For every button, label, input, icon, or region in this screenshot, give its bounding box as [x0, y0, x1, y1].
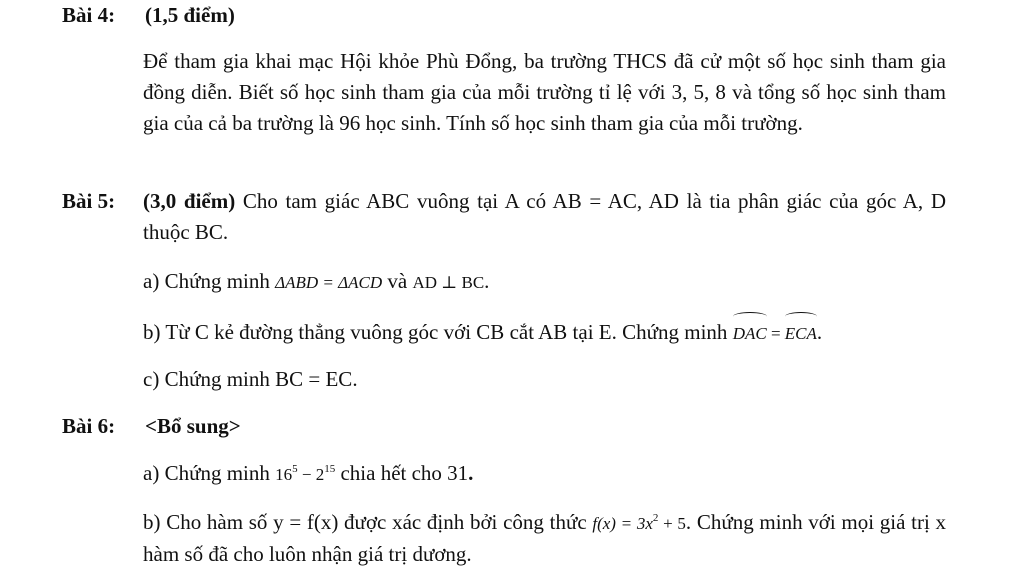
problem-6a-base2: 2: [315, 465, 325, 484]
problem-5a-mid: và: [382, 269, 413, 293]
problem-6b-prefix: b) Cho hàm số y = f(x) được xác định bởi công thức: [143, 510, 593, 534]
problem-5-label: Bài 5:: [62, 189, 116, 213]
problem-5b-prefix: b) Từ C kẻ đường thẳng vuông góc với CB cắt AB tại E. Chứng minh: [143, 320, 733, 344]
problem-6a-prefix: a) Chứng minh: [143, 461, 276, 485]
problem-5a: [143, 266, 489, 298]
problem-6b-suffix: . Chứng minh với mọi giá trị x hàm số đã cho luôn nhận giá trị dương.: [143, 510, 947, 566]
problem-4-text: Để tham gia khai mạc Hội khỏe Phù Đổng, ba trường THCS đã cử một số học sinh tham gia đồng diễn. Biết số học sinh tham gia của mỗi trường tỉ lệ với 3, 5, 8 và tổng số học sinh tham gia của cả ba trường là 96 học sinh. Tính số học sinh tham gia của mỗi trường.: [143, 49, 946, 135]
problem-6b: [143, 507, 946, 570]
problem-5-intro: [143, 186, 946, 248]
problem-5b-angle-dac: DAC: [733, 315, 767, 349]
problem-4-label: Bài 4:: [62, 3, 116, 27]
problem-6a-exp1: 5: [292, 463, 298, 475]
problem-5a-prefix: a) Chứng minh: [143, 269, 276, 293]
problem-5b-angle-eca: ECA: [785, 315, 817, 349]
problem-6a-base1: 16: [275, 465, 293, 484]
problem-5-points: (3,0 điểm): [143, 189, 236, 213]
problem-5-intro-text: Cho tam giác ABC vuông tại A có AB = AC, AD là tia phân giác của góc A, D thuộc BC.: [143, 189, 946, 244]
problem-6a: [143, 458, 473, 490]
problem-4-points: (1,5 điểm): [145, 3, 235, 27]
problem-5a-math: ΔABD = ΔACD: [275, 273, 383, 292]
problem-5b: [143, 315, 822, 349]
problem-6b-exp: 2: [652, 512, 659, 524]
problem-6a-exp2: 15: [324, 463, 336, 475]
problem-5c: c) Chứng minh BC = EC.: [143, 367, 358, 391]
problem-6a-end: .: [468, 461, 474, 485]
problem-5b-end: .: [816, 320, 823, 344]
problem-5a-end: .: [484, 269, 490, 293]
problem-6-label: Bài 6:: [62, 414, 116, 438]
problem-6a-minus: −: [297, 465, 316, 484]
problem-5b-eq: =: [766, 324, 785, 343]
problem-6b-math: f(x) = 3x: [592, 514, 653, 533]
problem-6b-math-end: + 5: [658, 514, 686, 533]
problem-6a-suffix: chia hết cho 31: [335, 461, 469, 485]
problem-6-title: <Bổ sung>: [145, 414, 241, 438]
problem-5a-math2: AD ⊥ BC: [412, 273, 485, 292]
